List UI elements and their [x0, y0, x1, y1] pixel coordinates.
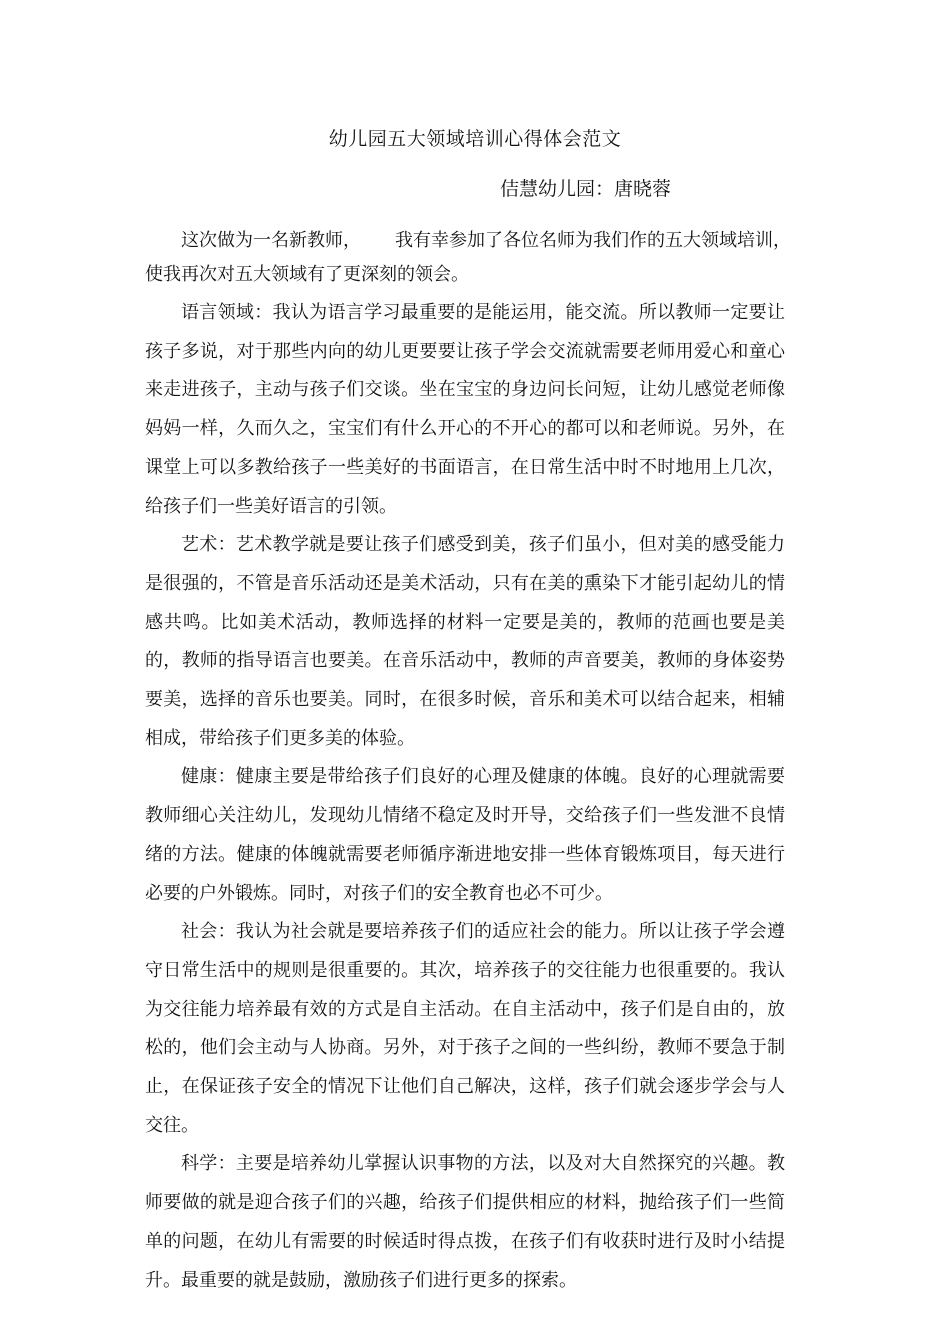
intro-part-2: 我有幸参加了各位名师为我们作的五大领域培训， — [395, 230, 791, 251]
intro-part-1: 这次做为一名新教师， — [181, 230, 361, 251]
document-author: 佶慧幼儿园：唐晓蓉 — [500, 178, 672, 200]
paragraph-language: 语言领域：我认为语言学习最重要的是能运用，能交流。所以教师一定要让孩子多说，对于那些内向的幼儿更要要让孩子学会交流就需要老师用爱心和童心来走进孩子，主动与孩子们交谈。坐在宝宝的身边问长问短，让幼儿感觉老师像妈妈一样，久而久之，宝宝们有什么开心的不开心的都可以和老师说。另外，在课堂上可以多教给孩子一些美好的书面语言，在日常生活中时不时地用上几次，给孩子们一些美好语言的引领。 — [145, 302, 785, 517]
paragraph-society: 社会：我认为社会就是要培养孩子们的适应社会的能力。所以让孩子学会遵守日常生活中的规则是很重要的。其次，培养孩子的交往能力也很重要的。我认为交往能力培养最有效的方式是自主活动。在自主活动中，孩子们是自由的，放松的，他们会主动与人协商。另外，对于孩子之间的一些纠纷，教师不要急于制止，在保证孩子安全的情况下让他们自己解决，这样，孩子们就会逐步学会与人交往。 — [145, 921, 785, 1136]
document-title: 幼儿园五大领域培训心得体会范文 — [328, 128, 622, 150]
paragraph-health: 健康：健康主要是带给孩子们良好的心理及健康的体魄。良好的心理就需要教师细心关注幼儿，发现幼儿情绪不稳定及时开导，交给孩子们一些发泄不良情绪的方法。健康的体魄就需要老师循序渐进地安排一些体育锻炼项目，每天进行必要的户外锻炼。同时，对孩子们的安全教育也必不可少。 — [145, 766, 785, 904]
intro-paragraph — [145, 224, 795, 292]
paragraph-art: 艺术：艺术教学就是要让孩子们感受到美，孩子们虽小，但对美的感受能力是很强的，不管是音乐活动还是美术活动，只有在美的熏染下才能引起幼儿的情感共鸣。比如美术活动，教师选择的材料一定要是美的，教师的范画也要是美的，教师的指导语言也要美。在音乐活动中，教师的声音要美，教师的身体姿势要美，选择的音乐也要美。同时，在很多时候，音乐和美术可以结合起来，相辅相成，带给孩子们更多美的体验。 — [145, 534, 785, 749]
paragraph-science: 科学：主要是培养幼儿掌握认识事物的方法，以及对大自然探究的兴趣。教师要做的就是迎合孩子们的兴趣，给孩子们提供相应的材料，抛给孩子们一些简单的问题，在幼儿有需要的时候适时得点拨，在孩子们有收获时进行及时小结提升。最重要的就是鼓励，激励孩子们进行更多的探索。 — [145, 1153, 785, 1291]
intro-part-3: 使我再次对五大领域有了更深刻的领会。 — [145, 264, 469, 285]
document-body — [145, 294, 785, 1300]
